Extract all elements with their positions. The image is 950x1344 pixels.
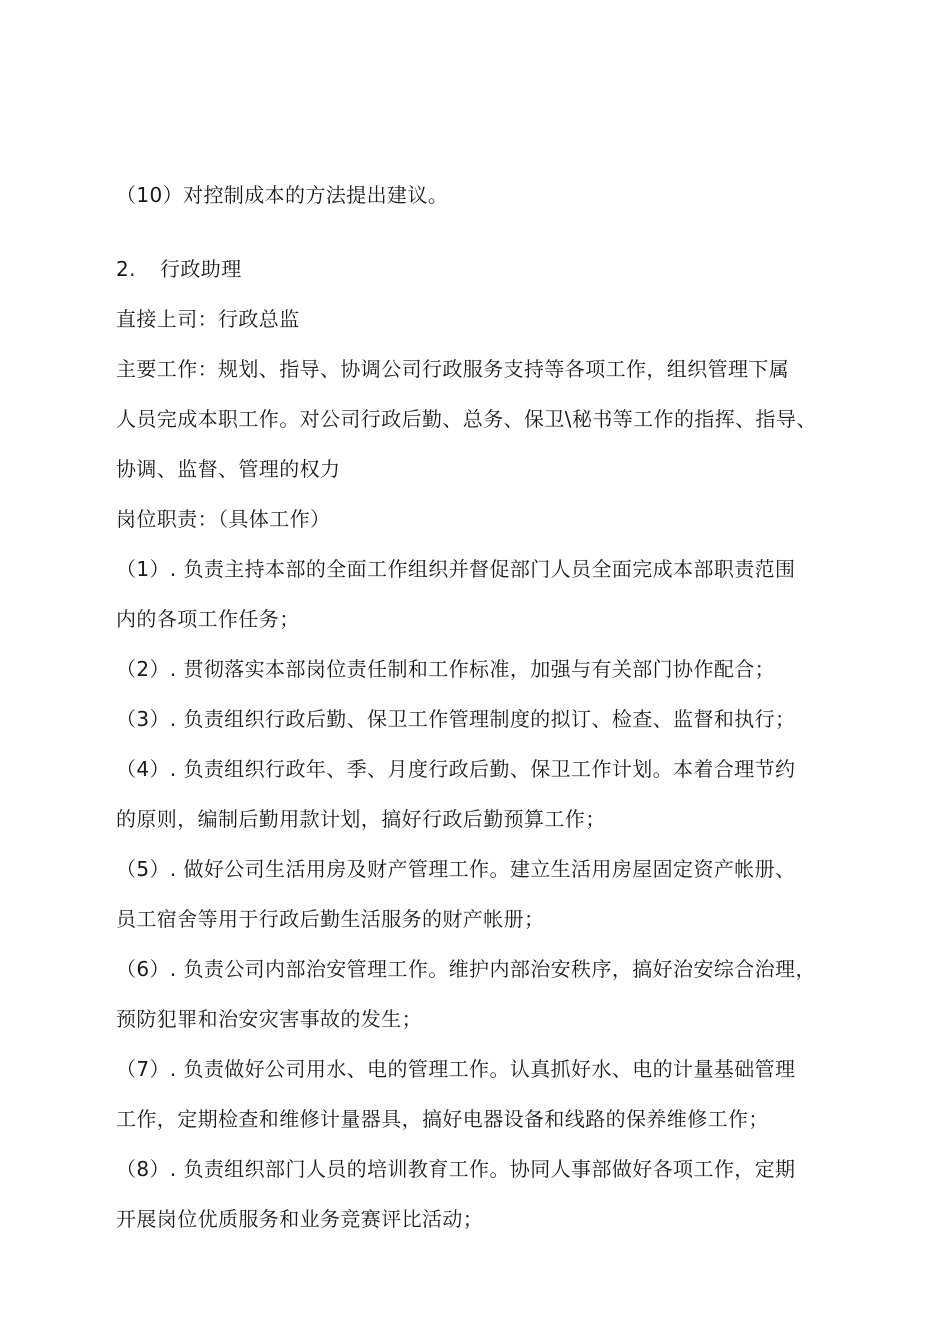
main-work-line-3: 协调、监督、管理的权力 (116, 457, 341, 481)
main-work-line-2: 人员完成本职工作。对公司行政后勤、总务、保卫\秘书等工作的指挥、指导、 (116, 407, 817, 431)
duty-line: 工作，定期检查和维修计量器具，搞好电器设备和线路的保养维修工作； (116, 1107, 769, 1131)
section-heading (116, 255, 242, 283)
duty-line: （3）. 负责组织行政后勤、保卫工作管理制度的拟订、检查、监督和执行； (116, 707, 796, 731)
duty-line: 开展岗位优质服务和业务竞赛评比活动； (116, 1207, 484, 1231)
duty-line: （8）. 负责组织部门人员的培训教育工作。协同人事部做好各项工作，定期 (116, 1157, 796, 1181)
duty-line: 员工宿舍等用于行政后勤生活服务的财产帐册； (116, 907, 545, 931)
duty-line: （2）. 贯彻落实本部岗位责任制和工作标准，加强与有关部门协作配合； (116, 657, 776, 681)
duty-line: （4）. 负责组织行政年、季、月度行政后勤、保卫工作计划。本着合理节约 (116, 757, 796, 781)
duty-line: （1）. 负责主持本部的全面工作组织并督促部门人员全面完成本部职责范围 (116, 557, 796, 581)
duty-line: （7）. 负责做好公司用水、电的管理工作。认真抓好水、电的计量基础管理 (116, 1057, 796, 1081)
supervisor-line: 直接上司：行政总监 (116, 307, 300, 331)
duty-line: 内的各项工作任务； (116, 607, 300, 631)
section-number: 2. (116, 257, 136, 281)
duty-line: 的原则，编制后勤用款计划，搞好行政后勤预算工作； (116, 807, 606, 831)
duty-line: 预防犯罪和治安灾害事故的发生； (116, 1007, 422, 1031)
duty-line: （5）. 做好公司生活用房及财产管理工作。建立生活用房屋固定资产帐册、 (116, 857, 796, 881)
main-work-line-1: 主要工作：规划、指导、协调公司行政服务支持等各项工作，组织管理下属 (116, 357, 790, 381)
duty-line: （6）. 负责公司内部治安管理工作。维护内部治安秩序，搞好治安综合治理， (116, 957, 816, 981)
section-title: 行政助理 (160, 257, 242, 281)
intro-item-10: （10）对控制成本的方法提出建议。 (116, 183, 449, 207)
duties-heading: 岗位职责：（具体工作） (116, 507, 331, 531)
